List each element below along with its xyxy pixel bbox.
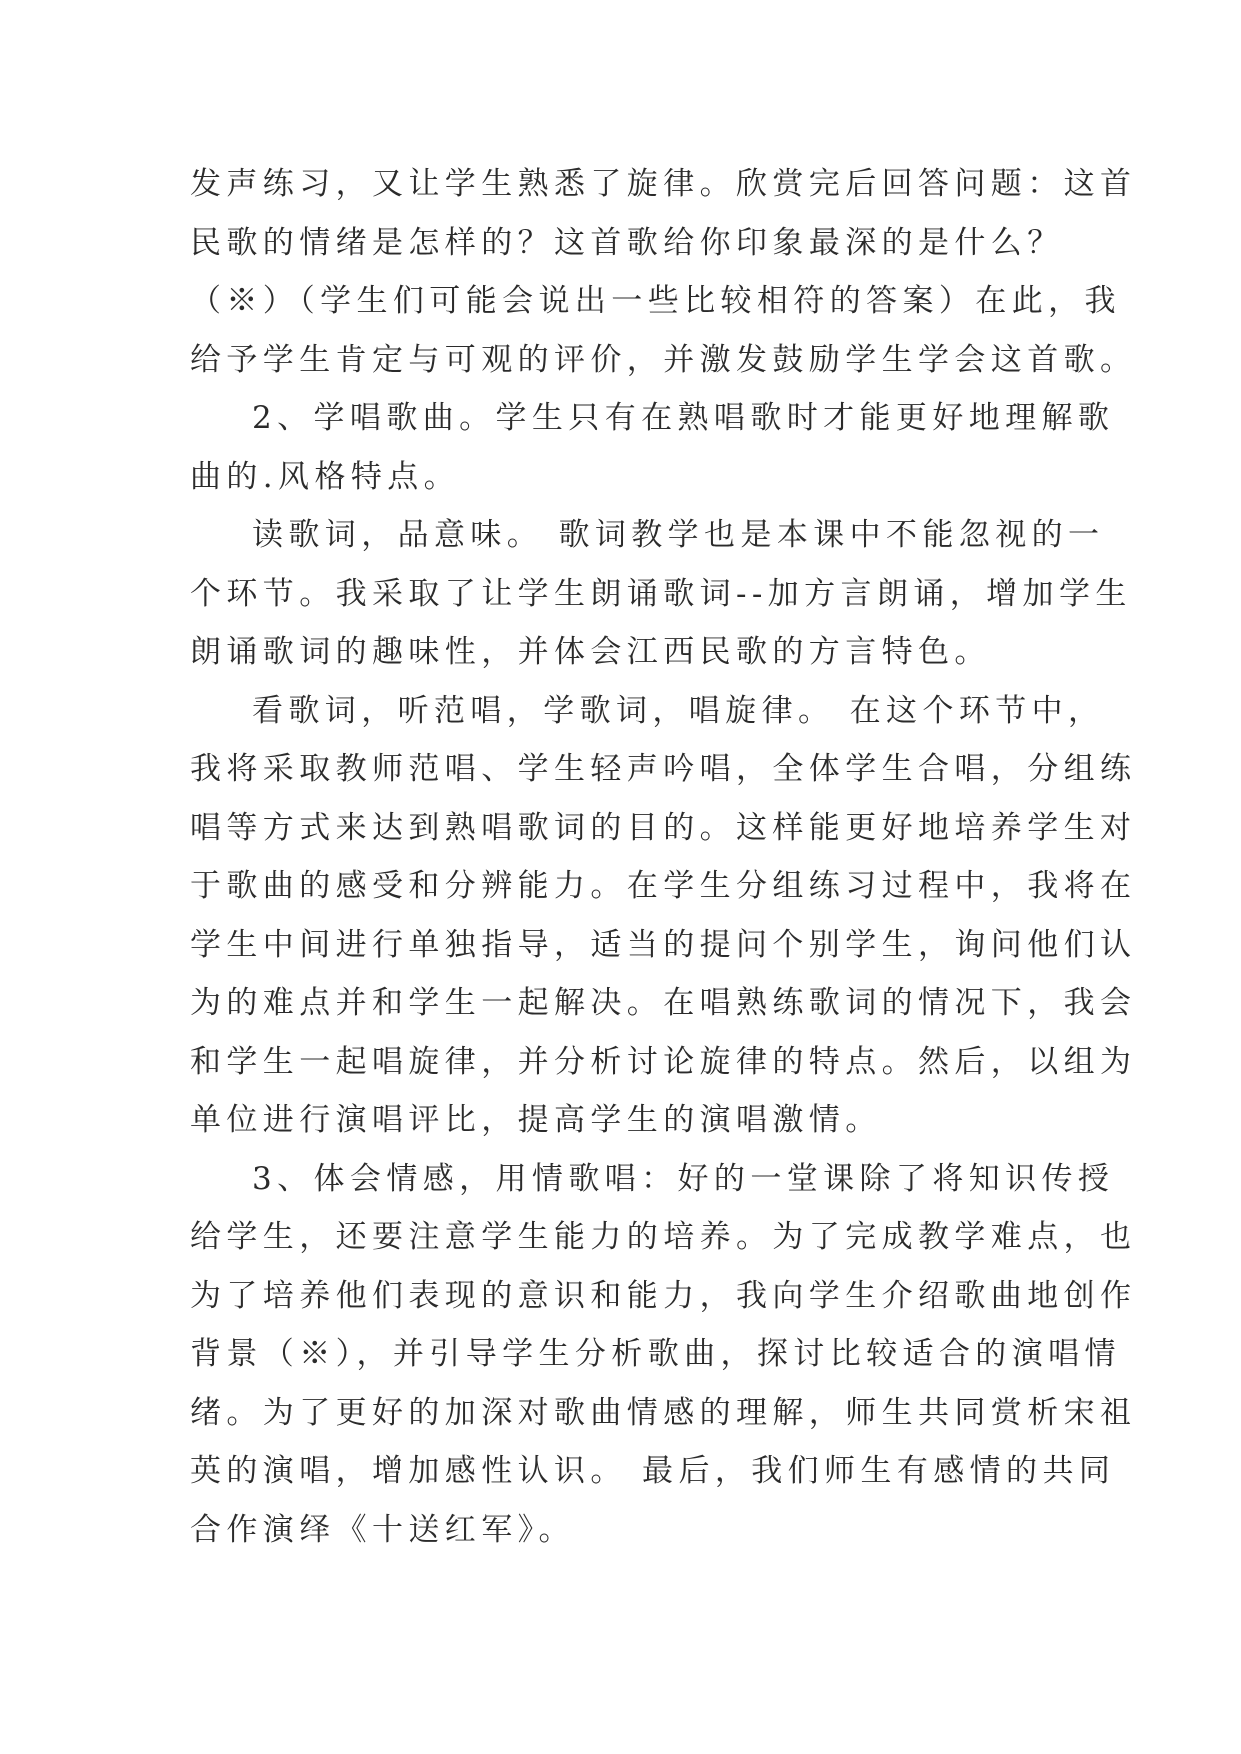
text-line: 绪。为了更好的加深对歌曲情感的理解，师生共同赏析宋祖 <box>190 1394 1137 1431</box>
text-line: 看歌词，听范唱，学歌词，唱旋律。 在这个环节中， <box>252 692 1105 729</box>
text-line: 为的难点并和学生一起解决。在唱熟练歌词的情况下，我会 <box>190 985 1137 1021</box>
text-line: 读歌词，品意味。 歌词教学也是本课中不能忽视的一 <box>252 517 1105 553</box>
text-line: （※）（学生们可能会说出一些比较相符的答案）在此，我 <box>190 283 1121 319</box>
text-line: 为了培养他们表现的意识和能力，我向学生介绍歌曲地创作 <box>190 1277 1137 1314</box>
text-line: 背景（※），并引导学生分析歌曲，探讨比较适合的演唱情 <box>190 1336 1121 1372</box>
text-line: 英的演唱，增加感性认识。 最后，我们师生有感情的共同 <box>190 1453 1116 1489</box>
text-line: 我将采取教师范唱、学生轻声吟唱，全体学生合唱，分组练 <box>190 751 1137 787</box>
text-line: 于歌曲的感受和分辨能力。在学生分组练习过程中，我将在 <box>190 868 1137 904</box>
text-line: 朗诵歌词的趣味性，并体会江西民歌的方言特色。 <box>190 634 991 670</box>
text-line: 给学生，还要注意学生能力的培养。为了完成教学难点，也 <box>190 1219 1137 1255</box>
body-text <box>190 155 1137 1559</box>
text-line: 和学生一起唱旋律，并分析讨论旋律的特点。然后，以组为 <box>190 1043 1137 1080</box>
text-line: 发声练习，又让学生熟悉了旋律。欣赏完后回答问题：这首 <box>190 166 1137 202</box>
text-line: 唱等方式来达到熟唱歌词的目的。这样能更好地培养学生对 <box>190 809 1137 846</box>
text-line: 单位进行演唱评比，提高学生的演唱激情。 <box>190 1102 882 1138</box>
text-line: 个环节。我采取了让学生朗诵歌词--加方言朗诵，增加学生 <box>190 575 1132 612</box>
text-line: 给予学生肯定与可观的评价，并激发鼓励学生学会这首歌。 <box>190 341 1137 378</box>
text-line: 合作演绎《十送红军》。 <box>190 1511 575 1548</box>
text-line: 学生中间进行单独指导，适当的提问个别学生，询问他们认 <box>190 926 1137 963</box>
text-line: 曲的.风格特点。 <box>190 458 461 495</box>
text-line: 2、学唱歌曲。学生只有在熟唱歌时才能更好地理解歌 <box>252 400 1115 436</box>
text-line: 民歌的情绪是怎样的？这首歌给你印象最深的是什么？ <box>190 224 1064 261</box>
text-line: 3、体会情感，用情歌唱：好的一堂课除了将知识传授 <box>252 1160 1115 1197</box>
